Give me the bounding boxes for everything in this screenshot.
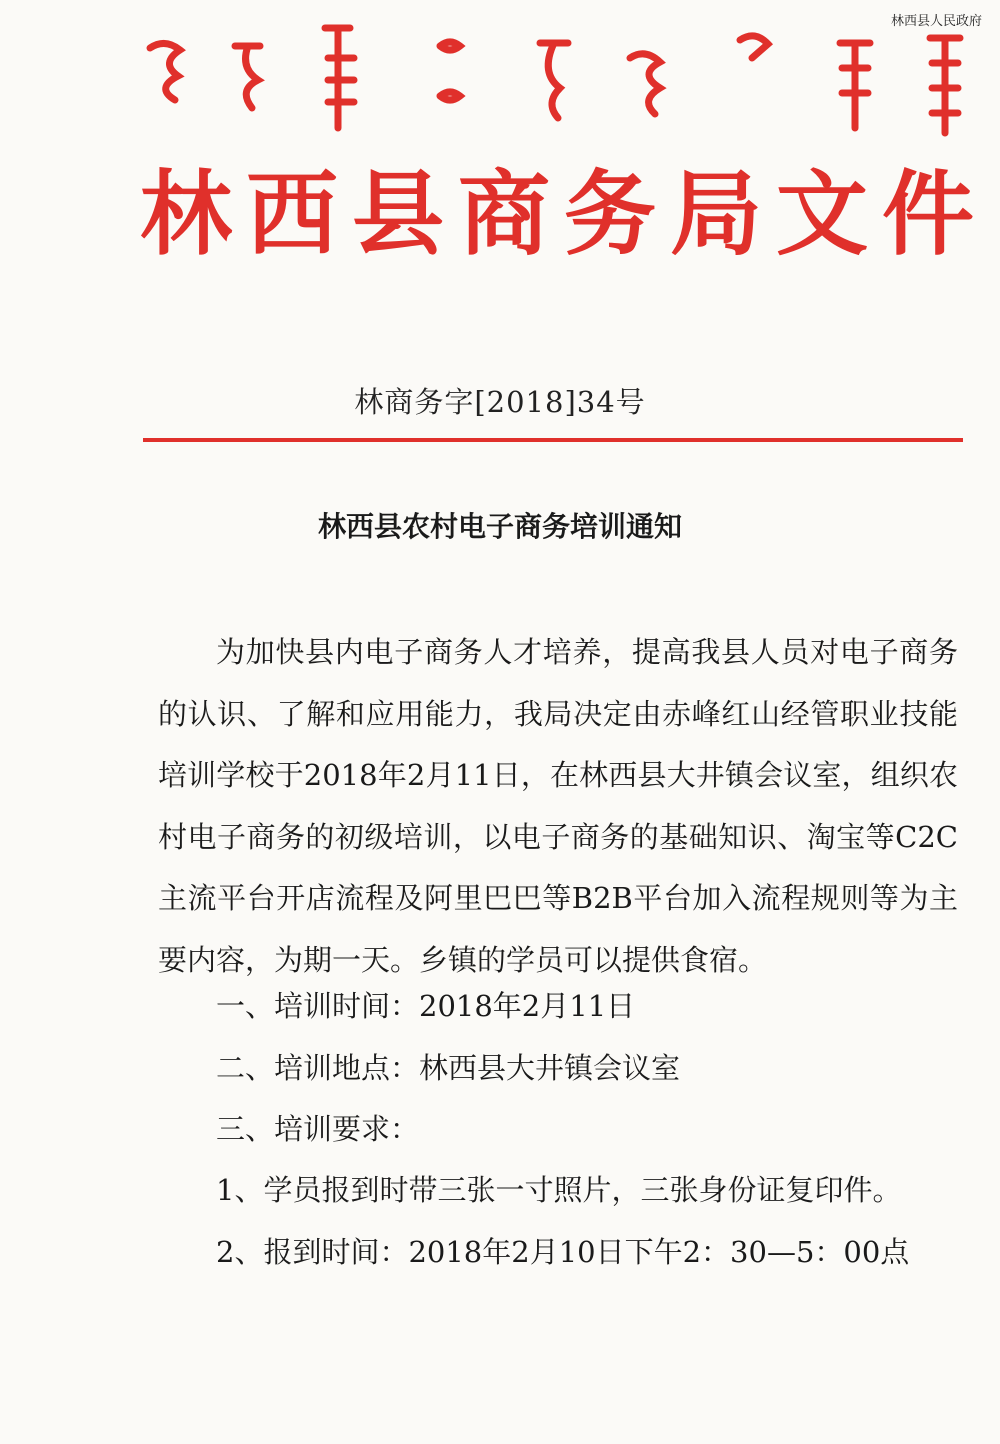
list-item-requirement-photos: 1、学员报到时带三张一寸照片，三张身份证复印件。 — [216, 1173, 902, 1207]
mongolian-script-header — [140, 18, 970, 138]
list-item-training-requirements: 三、培训要求： — [216, 1112, 420, 1146]
document-number: 林商务字[2018]34号 — [354, 385, 646, 419]
notice-body-paragraph: 为加快县内电子商务人才培养，提高我县人员对电子商务的认识、了解和应用能力，我局决定由赤峰红山经管职业技能培训学校于2018年2月11日，在林西县大井镇会议室，组织农村电子商务的初级培训，以电子商务的基础知识、淘宝等C2C主流平台开店流程及阿里巴巴等B2B平台加入流程规则等为主要内容，为期一天。乡镇的学员可以提供食宿。 — [158, 635, 958, 977]
red-divider-line — [143, 438, 963, 442]
list-item-training-location: 二、培训地点：林西县大井镇会议室 — [216, 1051, 681, 1085]
watermark-label: 林西县人民政府 — [890, 14, 982, 29]
list-item-training-time: 一、培训时间：2018年2月11日 — [216, 989, 636, 1023]
issuer-title: 林西县商务局文件 — [140, 161, 989, 268]
list-item-registration-time: 2、报到时间：2018年2月10日下午2：30—5：00点 — [216, 1235, 910, 1269]
notice-title: 林西县农村电子商务培训通知 — [317, 510, 682, 543]
